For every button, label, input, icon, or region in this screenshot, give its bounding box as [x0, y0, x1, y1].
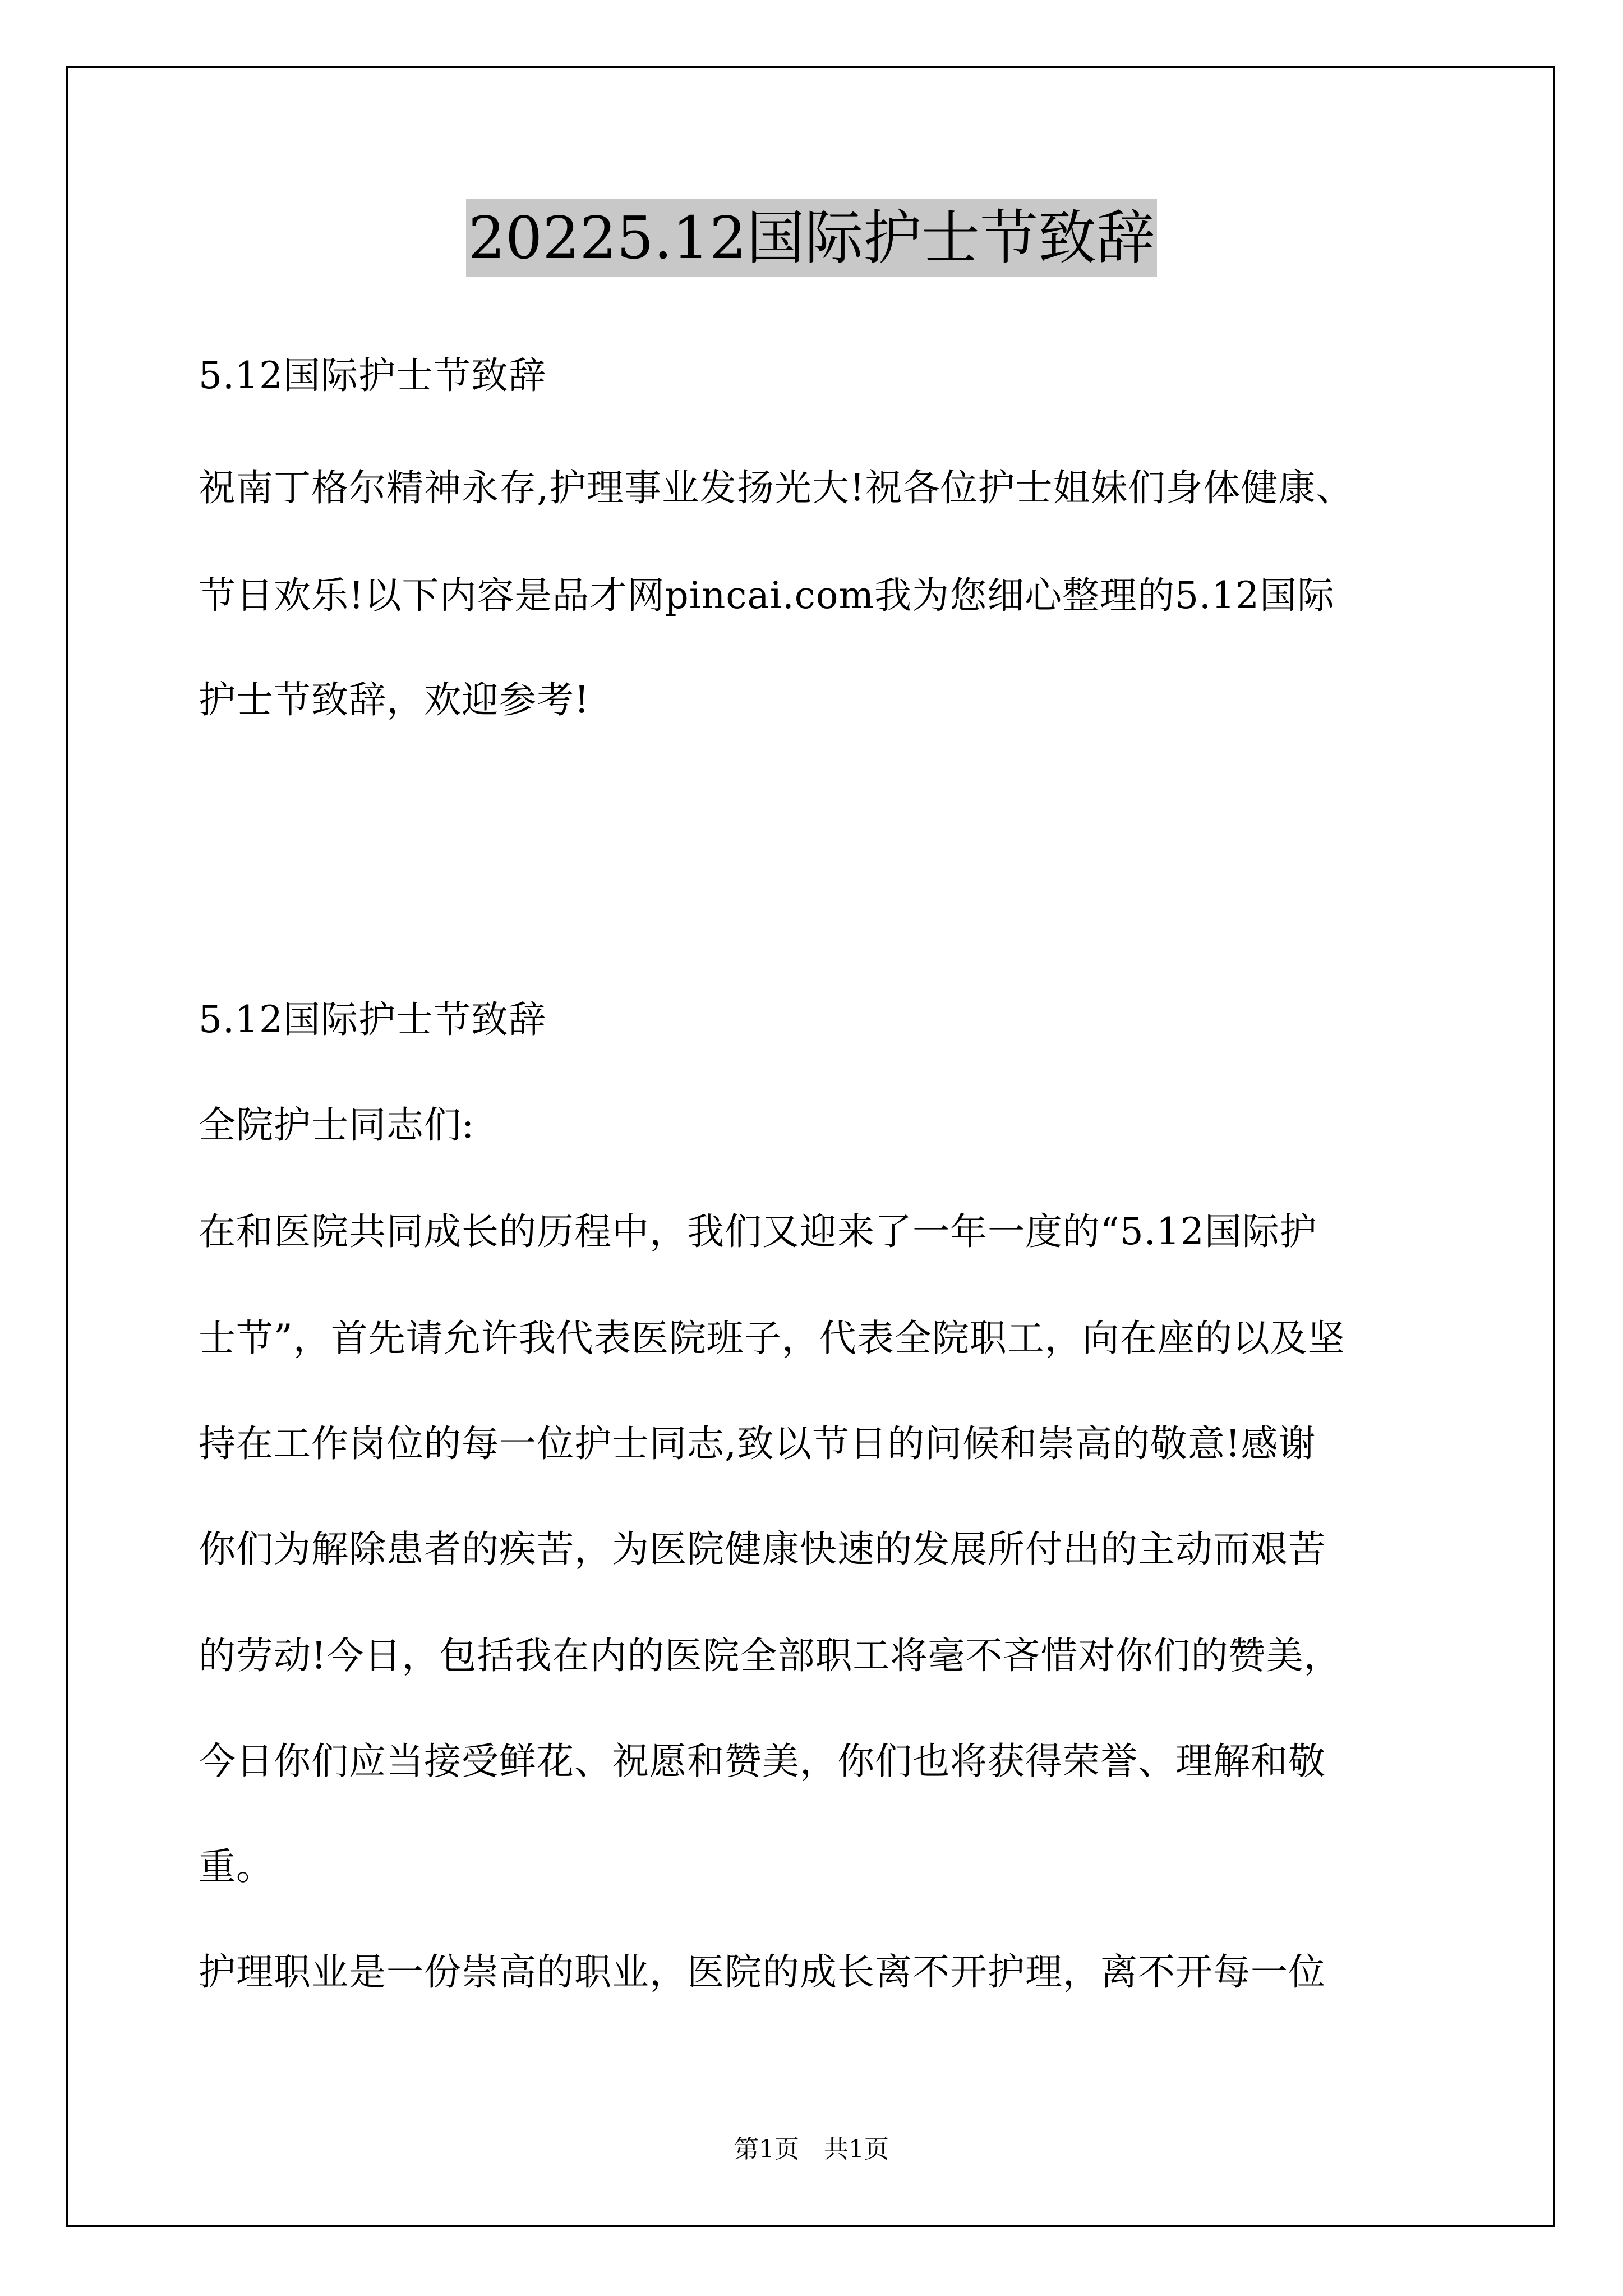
document-title: 20225.12国际护士节致辞 [466, 199, 1157, 277]
text-line: 5.12国际护士节致辞 [199, 998, 546, 1041]
text-line: 重。 [199, 1845, 274, 1888]
text-line: 你们为解除患者的疾苦，为医院健康快速的发展所付出的主动而艰苦 [199, 1527, 1326, 1571]
text-line: 全院护士同志们: [199, 1103, 475, 1147]
text-line: 护士节致辞，欢迎参考! [199, 678, 590, 721]
text-line: 护理职业是一份崇高的职业，医院的成长离不开护理，离不开每一位 [199, 1950, 1326, 1994]
text-line: 的劳动!今日，包括我在内的医院全部职工将毫不吝惜对你们的赞美， [199, 1634, 1341, 1677]
text-line: 5.12国际护士节致辞 [199, 354, 546, 397]
text-line: 节日欢乐!以下内容是品才网pincai.com我为您细心整理的5.12国际 [199, 574, 1335, 617]
page-footer: 第1页 共1页 [734, 2135, 889, 2164]
text-line: 持在工作岗位的每一位护士同志,致以节日的问候和崇高的敬意!感谢 [199, 1422, 1316, 1465]
text-line: 今日你们应当接受鲜花、祝愿和赞美，你们也将获得荣誉、理解和敬 [199, 1740, 1326, 1783]
text-line: 在和医院共同成长的历程中，我们又迎来了一年一度的“5.12国际护 [199, 1210, 1317, 1253]
text-line: 祝南丁格尔精神永存,护理事业发扬光大!祝各位护士姐妹们身体健康、 [199, 466, 1354, 509]
text-line: 士节”，首先请允许我代表医院班子，代表全院职工，向在座的以及坚 [199, 1317, 1345, 1360]
title-container [0, 199, 1623, 277]
